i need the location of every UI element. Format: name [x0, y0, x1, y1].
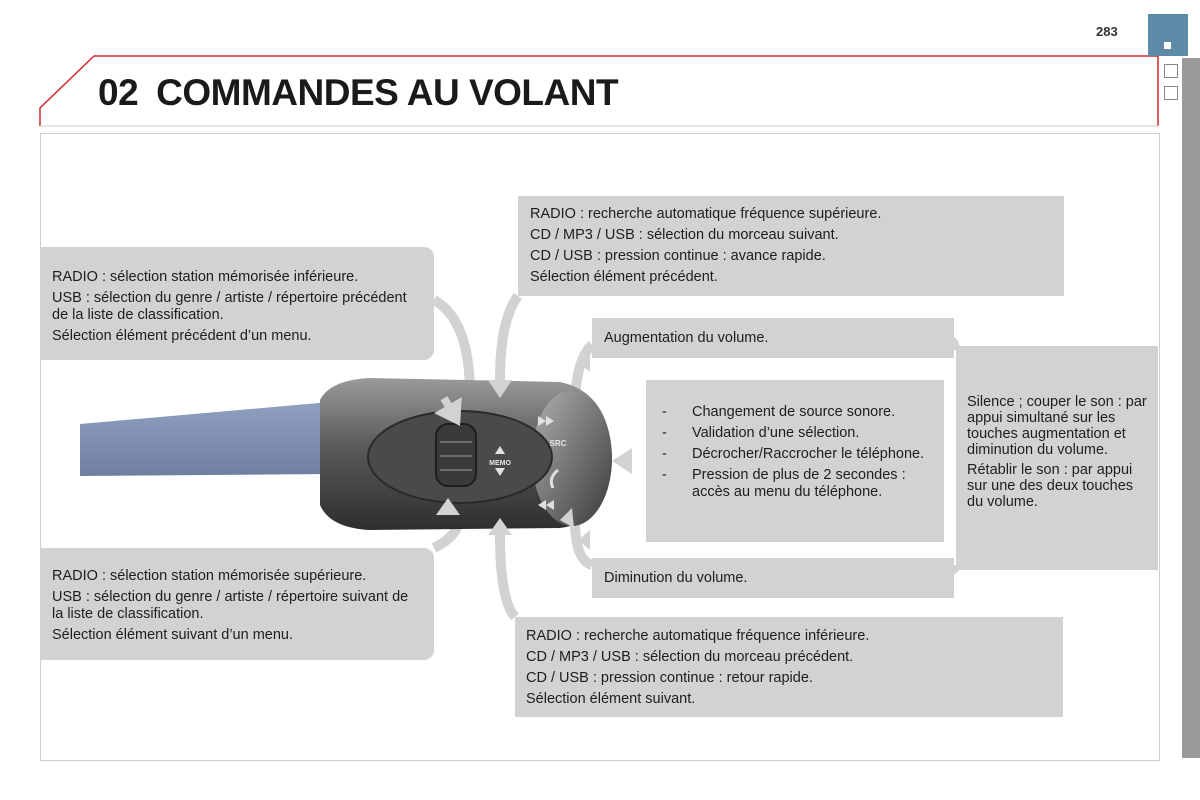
src-label: SRC: [549, 439, 567, 448]
connector-line: [500, 296, 518, 380]
callout-text: Silence ; couper le son : par appui simultané sur les touches augmentation et diminution du volume.: [967, 394, 1147, 458]
callout-text: Rétablir le son : par appui sur une des deux touches du volume.: [967, 462, 1134, 510]
arrow-pointer-icon: [924, 561, 940, 585]
callout-text: Augmentation du volume.: [604, 330, 769, 346]
callout-text: RADIO : recherche automatique fréquence inférieure.: [526, 628, 870, 644]
page-number: 283: [1096, 24, 1118, 39]
callout-text: Sélection élément précédent.: [530, 269, 718, 285]
callout-text: RADIO : sélection station mémorisée supérieure.: [52, 568, 367, 584]
callout-text: CD / USB : pression continue : retour rapide.: [526, 670, 813, 686]
callout-text: CD / MP3 / USB : sélection du morceau suivant.: [530, 227, 839, 243]
callout-text: CD / MP3 / USB : sélection du morceau précédent.: [526, 649, 854, 665]
stalk-arm: [80, 402, 330, 476]
chapter-number: 02: [98, 72, 139, 113]
list-item: - Changement de source sonore.: [650, 404, 938, 421]
callout-text: RADIO : sélection station mémorisée inférieure.: [52, 269, 359, 285]
arrow-pointer-icon: [612, 448, 632, 474]
callout-text: CD / USB : pression continue : avance rapide.: [530, 248, 826, 264]
callout-text: USB : sélection du genre / artiste / répertoire précédent de la liste de classification.: [52, 290, 407, 323]
callout-text: Diminution du volume.: [604, 570, 748, 586]
callout-text: Sélection élément précédent d’un menu.: [52, 328, 312, 344]
connector-line: [500, 535, 515, 617]
callout-text: Sélection élément suivant.: [526, 691, 696, 707]
callout-text: USB : sélection du genre / artiste / répertoire suivant de la liste de classification.: [52, 589, 409, 622]
list-item: - Pression de plus de 2 secondes : accès au menu du téléphone.: [650, 467, 938, 501]
memo-label: MEMO: [489, 460, 511, 467]
list-item: - Validation d’une sélection.: [650, 425, 938, 442]
callout-text: Sélection élément suivant d’un menu.: [52, 627, 294, 643]
callout-text: RADIO : recherche automatique fréquence supérieure.: [530, 206, 882, 222]
list-item: - Décrocher/Raccrocher le téléphone.: [650, 446, 938, 463]
chapter-title: COMMANDES AU VOLANT: [156, 72, 619, 113]
arrow-pointer-icon: [924, 325, 940, 349]
